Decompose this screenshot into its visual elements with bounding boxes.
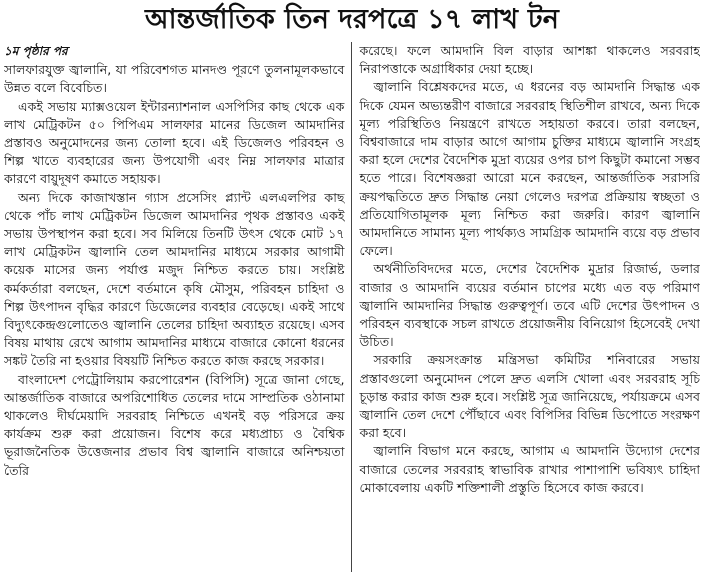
paragraph: করেছে। ফলে আমদানি বিল বাড়ার আশঙ্কা থাকলেও সরবরাহ নিরাপত্তাকে অগ্রাধিকার দেয়া হচ্ছে। <box>359 43 700 77</box>
paragraph: অন্য দিকে কাজাখস্তান গ্যাস প্রসেসিং প্ল্যান্ট এলএলপির কাছ থেকে পাঁচ লাখ মেট্রিকটন ডিজেল আমদানির পৃথক প্রস্তাবও একই সভায় উপস্থাপন করা হবে। সব মিলিয়ে তিনটি উৎস থেকে মোট ১৭ লাখ মেট্রিকটন জ্বালানি তেল আমদানির মাধ্যমে সরকার আগামী কয়েক মাসের জন্য পর্যাপ্ত মজুদ নিশ্চিত করতে চায়। সংশ্লিষ্ট কর্মকর্তারা বলছেন, দেশে বর্তমানে কৃষি মৌসুম, পরিবহন চাহিদা ও শিল্প উৎপাদন বৃদ্ধির কারণে ডিজেলের ব্যবহার বেড়েছে। একই সাথে বিদ্যুৎকেন্দ্রগুলোতেও জ্বালানি তেলের চাহিদা অব্যাহত রয়েছে। এসব বিষয় মাথায় রেখে আগাম আমদানির মাধ্যমে বাজারে কোনো ধরনের সঙ্কট তৈরি না হওয়ার বিষয়টি নিশ্চিত করতে কাজ করছে সরকার। <box>4 189 345 369</box>
left-column <box>4 42 352 572</box>
continuation-kicker: ১ম পৃষ্ঠার পর <box>4 44 68 58</box>
paragraph: সালফারযুক্ত জ্বালানি, যা পরিবেশগত মানদণ্ড পূরণে তুলনামূলকভাবে উন্নত বলে বিবেচিত। <box>4 62 345 96</box>
paragraph: জ্বালানি বিশ্লেষকদের মতে, এ ধরনের বড় আমদানি সিদ্ধান্ত এক দিকে যেমন অভ্যন্তরীণ বাজারে সরবরাহ স্থিতিশীল রাখবে, অন্য দিকে মূল্য পরিস্থিতিও নিয়ন্ত্রণে রাখতে সহায়তা করবে। তারা বলছেন, বিশ্ববাজারে দাম বাড়ার আগে আগাম চুক্তির মাধ্যমে জ্বালানি সংগ্রহ করা হলে দেশের বৈদেশিক মুদ্রা ব্যয়ের ওপর চাপ কিছুটা কমানো সম্ভব হতে পারে। বিশেষজ্ঞরা আরো মনে করছেন, আন্তর্জাতিক সরাসরি ক্রয়পদ্ধতিতে দ্রুত সিদ্ধান্ত নেয়া গেলেও দরপত্র প্রক্রিয়ায় স্বচ্ছতা ও প্রতিযোগিতামূলক মূল্য নিশ্চিত করা জরুরি। কারণ জ্বালানি আমদানিতে সামান্য মূল্য পার্থক্যও সামগ্রিক আমদানি ব্যয়ে বড় প্রভাব ফেলে। <box>359 79 700 259</box>
paragraph: জ্বালানি বিভাগ মনে করছে, আগাম এ আমদানি উদ্যোগ দেশের বাজারে তেলের সরবরাহ স্বাভাবিক রাখার পাশাপাশি ভবিষ্যৎ চাহিদা মোকাবেলায় একটি শক্তিশালী প্রস্তুতি হিসেবে কাজ করবে। <box>359 443 700 495</box>
headline-container <box>0 0 704 42</box>
headline: আন্তর্জাতিক তিন দরপত্রে ১৭ লাখ টন <box>144 3 560 35</box>
article-columns <box>0 42 704 572</box>
paragraph: বাংলাদেশ পেট্রোলিয়াম করপোরেশন (বিপিসি) সূত্রে জানা গেছে, আন্তর্জাতিক বাজারে অপরিশোধিত তেলের দামে সাম্প্রতিক ওঠানামা থাকলেও দীর্ঘমেয়াদি সরবরাহ নিশ্চিতে এখনই বড় পরিসরে ক্রয় কার্যক্রম শুরু করা প্রয়োজন। বিশেষ করে মধ্যপ্রাচ্য ও বৈশ্বিক ভূরাজনৈতিক উত্তেজনার প্রভাব বিশ্ব জ্বালানি বাজারে অনিশ্চয়তা তৈরি <box>4 371 345 478</box>
right-column <box>352 42 701 572</box>
paragraph: সরকারি ক্রয়সংক্রান্ত মন্ত্রিসভা কমিটির শনিবারের সভায় প্রস্তাবগুলো অনুমোদন পেলে দ্রুত এলসি খোলা এবং সরবরাহ সূচি চূড়ান্ত করার কাজ শুরু হবে। সংশ্লিষ্ট সূত্র জানিয়েছে, পর্যায়ক্রমে এসব জ্বালানি তেল দেশে পৌঁছাবে এবং বিপিসির বিভিন্ন ডিপোতে সংরক্ষণ করা হবে। <box>359 352 700 441</box>
paragraph: অর্থনীতিবিদদের মতে, দেশের বৈদেশিক মুদ্রার রিজার্ভ, ডলার বাজার ও আমদানি ব্যয়ের বর্তমান চাপের মধ্যে এত বড় পরিমাণ জ্বালানি আমদানির সিদ্ধান্ত গুরুত্বপূর্ণ। তবে এটি দেশের উৎপাদন ও পরিবহন ব্যবস্থাকে সচল রাখতে প্রয়োজনীয় বিনিয়োগ হিসেবেই দেখা উচিত। <box>359 261 700 350</box>
paragraph: একই সভায় ম্যাক্সওয়েল ইন্টারন্যাশনাল এসপিসির কাছ থেকে এক লাখ মেট্রিকটন ৫০ পিপিএম সালফার মানের ডিজেল আমদানির প্রস্তাবও অনুমোদনের জন্য তোলা হবে। এই ডিজেলও পরিবহন ও শিল্প খাতে ব্যবহারের জন্য উপযোগী এবং নিম্ন সালফার মাত্রার কারণে বায়ুদূষণ কমাতে সহায়ক। <box>4 98 345 187</box>
